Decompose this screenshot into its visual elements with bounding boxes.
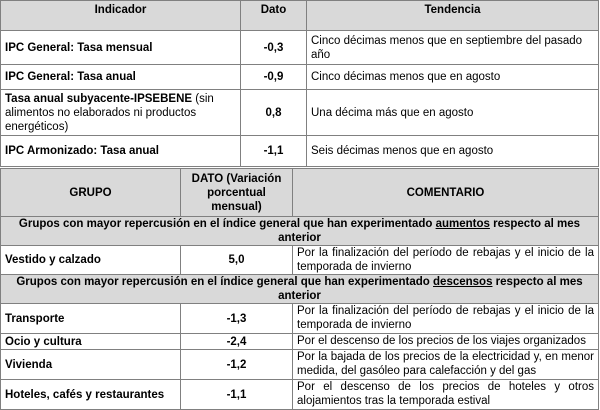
trend-cell: Cinco décimas menos que en septiembre del pasado año [307,31,599,65]
table-row [1,90,599,136]
section-keyword: aumentos [435,218,490,230]
section-keyword: descensos [433,276,493,288]
comment-cell: Por la bajada de los precios de la electricidad y, en menor medida, del gasóleo para calefacción y del gas [293,350,599,380]
header-dato: Dato [241,1,307,31]
value-cell: -1,3 [181,304,293,334]
section-title-decreases [1,275,599,304]
table-header-row [1,169,599,217]
value-cell: -1,1 [241,136,307,167]
group-cell: Vivienda [1,350,181,380]
trend-cell: Una décima más que en agosto [307,90,599,136]
value-cell: -1,1 [181,380,293,410]
indicator-cell [1,90,241,136]
section-text: respecto al mes anterior [278,218,581,244]
table-row [1,350,599,380]
comment-cell: Por el descenso de los precios de hoteles y otros alojamientos tras la temporada estival [293,380,599,410]
indicator-cell: IPC General: Tasa mensual [1,31,241,65]
value-cell: 0,8 [241,90,307,136]
section-text: Grupos con mayor repercusión en el índice general que han experimentado [16,276,434,288]
value-cell: -0,9 [241,65,307,90]
table-row [1,136,599,167]
group-cell: Ocio y cultura [1,334,181,350]
group-cell: Hoteles, cafés y restaurantes [1,380,181,410]
trend-cell: Seis décimas menos que en agosto [307,136,599,167]
value-cell: -0,3 [241,31,307,65]
header-dato: DATO (Variación porcentual mensual) [181,169,293,217]
comment-cell: Por la finalización del período de rebajas y el inicio de la temporada de invierno [293,304,599,334]
table-row [1,304,599,334]
section-row-decreases [1,275,599,304]
trend-cell: Cinco décimas menos que en agosto [307,65,599,90]
table-row [1,31,599,65]
group-cell: Vestido y calzado [1,246,181,275]
comment-cell: Por la finalización del período de rebajas y el inicio de la temporada de invierno [293,246,599,275]
section-text: Grupos con mayor repercusión en el índice general que han experimentado [18,218,436,230]
table-row [1,246,599,275]
table-row [1,380,599,410]
value-cell: -1,2 [181,350,293,380]
section-text: respecto al mes anterior [278,276,583,302]
header-indicador: Indicador [1,1,241,31]
indicator-cell: IPC General: Tasa anual [1,65,241,90]
comment-cell: Por el descenso de los precios de los viajes organizados [293,334,599,350]
table-row [1,334,599,350]
header-comentario: COMENTARIO [293,169,599,217]
table-row [1,65,599,90]
section-row-increases [1,217,599,246]
header-tendencia: Tendencia [307,1,599,31]
group-cell: Transporte [1,304,181,334]
indicator-label: Tasa anual subyacente-IPSEBENE [5,92,193,105]
value-cell: 5,0 [181,246,293,275]
indicator-cell: IPC Armonizado: Tasa anual [1,136,241,167]
section-title-increases [1,217,599,246]
groups-table [0,168,599,410]
value-cell: -2,4 [181,334,293,350]
indicator-note: (sin alimentos no elaborados ni productos energéticos) [5,92,214,133]
header-grupo: GRUPO [1,169,181,217]
table-header-row [1,1,599,31]
ipc-indicators-table [0,0,599,167]
